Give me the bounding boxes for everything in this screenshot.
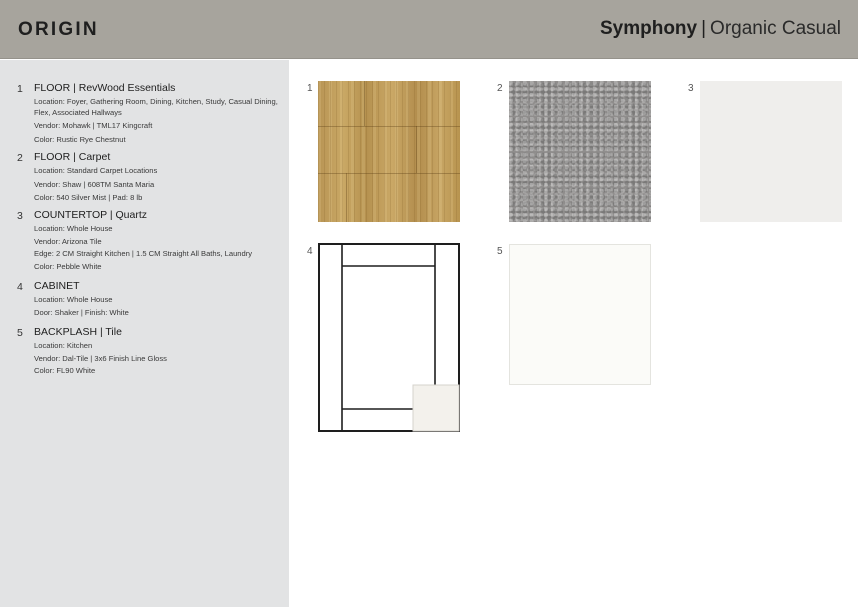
page-title bbox=[600, 18, 841, 40]
spec-line: Color: Rustic Rye Chestnut bbox=[34, 134, 126, 144]
swatch-number: 3 bbox=[688, 83, 694, 94]
style-name: Organic Casual bbox=[710, 18, 841, 39]
spec-line: Location: Whole House bbox=[34, 295, 113, 304]
spec-line: Location: Whole House bbox=[34, 224, 113, 233]
header-bar bbox=[0, 0, 858, 59]
spec-line: Location: Kitchen bbox=[34, 341, 93, 350]
quartz-swatch bbox=[700, 81, 842, 222]
spec-line: Location: Standard Carpet Locations bbox=[34, 166, 158, 175]
spec-line: Color: 540 Silver Mist | Pad: 8 lb bbox=[34, 193, 143, 203]
title-separator: | bbox=[701, 18, 707, 39]
cabinet-finish-chip bbox=[413, 385, 459, 431]
spec-number: 5 bbox=[17, 327, 23, 339]
brand-logo: ORIGIN bbox=[18, 19, 99, 40]
spec-number: 2 bbox=[17, 152, 23, 164]
spec-line: Color: FL90 White bbox=[34, 366, 96, 376]
swatch-number: 5 bbox=[497, 246, 503, 257]
spec-heading: CABINET bbox=[34, 280, 80, 292]
spec-line: Color: Pebble White bbox=[34, 261, 102, 271]
backsplash-tile-swatch bbox=[509, 244, 651, 385]
swatch-number: 4 bbox=[307, 246, 313, 257]
spec-sidebar bbox=[0, 60, 289, 607]
cabinet-door-drawing bbox=[318, 243, 461, 433]
spec-number: 4 bbox=[17, 281, 23, 293]
spec-line: Door: Shaker | Finish: White bbox=[34, 307, 129, 317]
spec-heading: COUNTERTOP | Quartz bbox=[34, 209, 148, 221]
spec-line: Vendor: Arizona Tile bbox=[34, 236, 102, 246]
swatch-number: 2 bbox=[497, 83, 503, 94]
spec-number: 3 bbox=[17, 210, 23, 222]
spec-line: Vendor: Shaw | 608TM Santa Maria bbox=[34, 179, 155, 189]
wood-floor-swatch bbox=[318, 81, 460, 222]
spec-line: Edge: 2 CM Straight Kitchen | 1.5 CM Straight All Baths, Laundry bbox=[34, 249, 253, 259]
spec-heading: FLOOR | Carpet bbox=[34, 151, 111, 163]
spec-heading: BACKPLASH | Tile bbox=[34, 326, 122, 338]
carpet-swatch bbox=[509, 81, 651, 222]
spec-line: Location: Foyer, Gathering Room, Dining, Kitchen, Study, Casual Dining, Flex, Associated Hallways bbox=[34, 97, 278, 117]
spec-line: Vendor: Dal-Tile | 3x6 Finish Line Gloss bbox=[34, 353, 167, 363]
collection-name: Symphony bbox=[599, 18, 698, 39]
swatch-number: 1 bbox=[307, 83, 313, 94]
spec-number: 1 bbox=[17, 83, 23, 95]
spec-heading: FLOOR | RevWood Essentials bbox=[34, 82, 176, 94]
spec-line: Vendor: Mohawk | TML17 Kingcraft bbox=[34, 121, 153, 131]
